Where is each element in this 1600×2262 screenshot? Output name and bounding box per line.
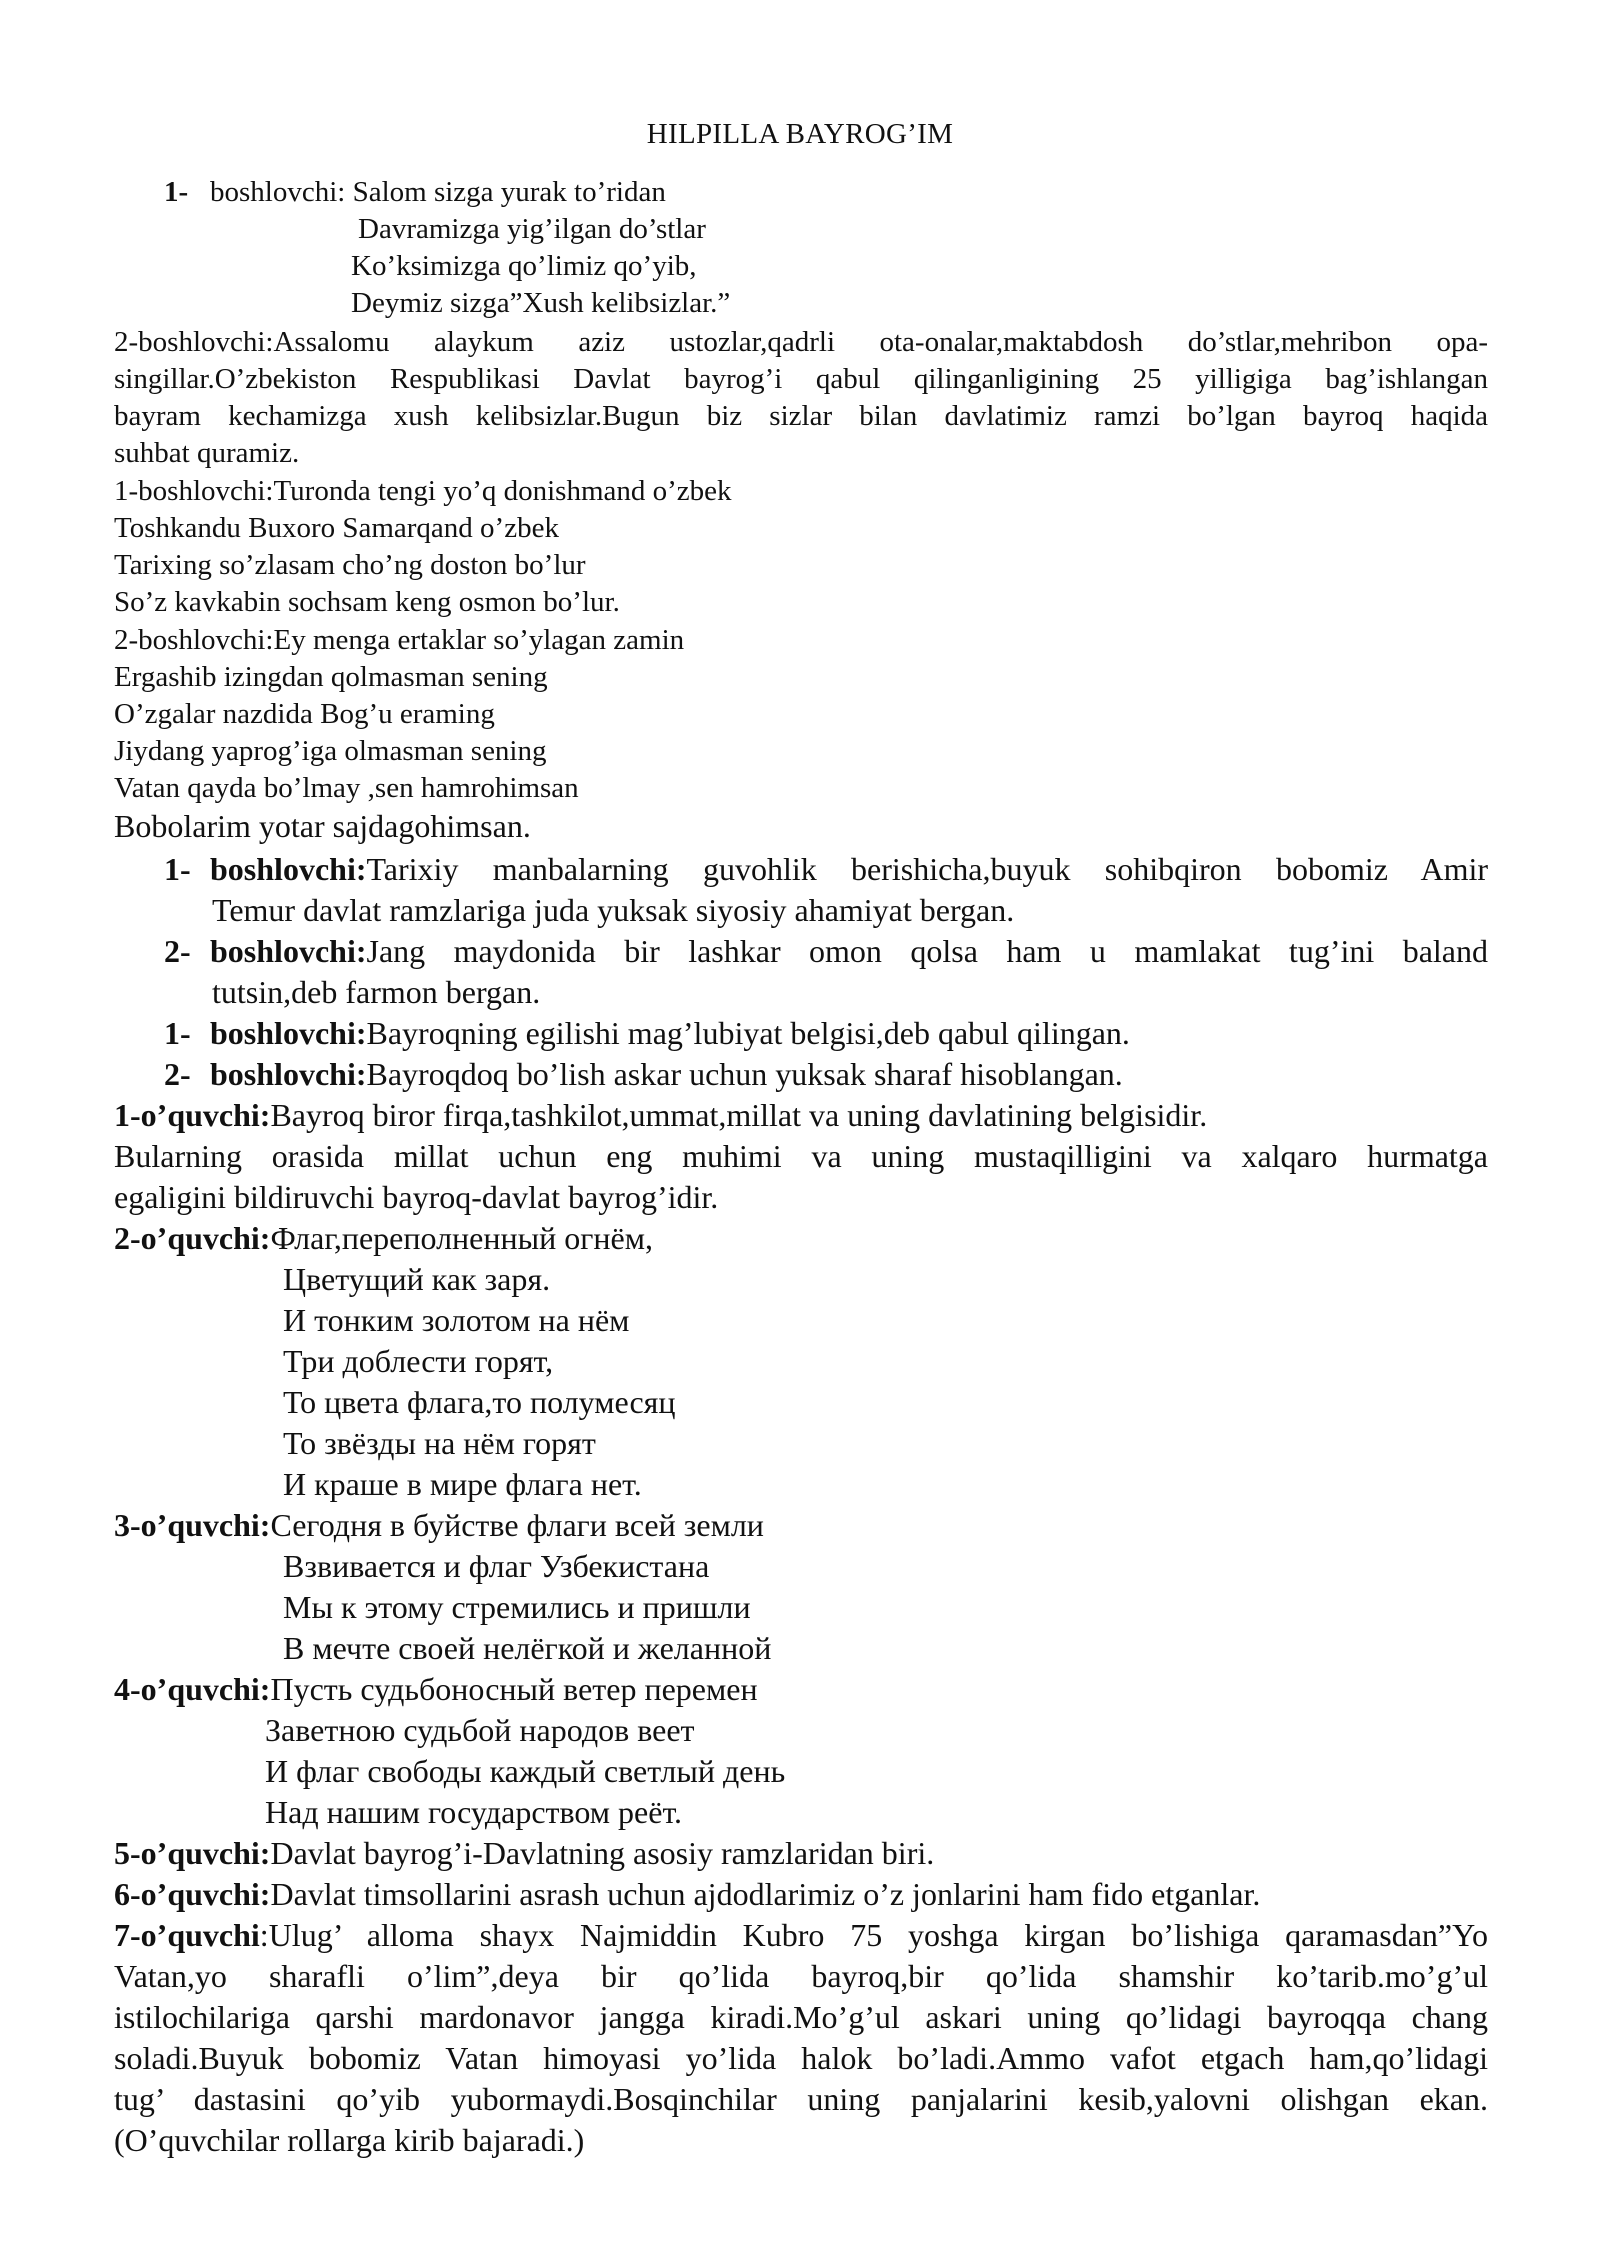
para2-line-4: suhbat quramiz. (114, 437, 300, 469)
reader5-line: 5-o’quvchi:Davlat bayrog’i-Davlatning asosiy ramzlaridan biri. (114, 1835, 935, 1871)
reader1-line-2: Bularning orasida millat uchun eng muhimi va uning mustaqilligini va xalqaro hurmatga (114, 1138, 1488, 1174)
para2-line-3: bayram kechamizga xush kelibsizlar.Bugun biz sizlar bilan davlatimiz ramzi bo’lgan bayroq haqida (114, 400, 1488, 432)
list-item-1-cont: Temur davlat ramzlariga juda yuksak siyosiy ahamiyat bergan. (212, 892, 1015, 928)
poem1-line-3: Tarixing so’zlasam cho’ng doston bo’lur (114, 549, 586, 581)
list-item-2-cont: tutsin,deb farmon bergan. (212, 974, 541, 1010)
list-item-2: 2- boshlovchi:Jang maydonida bir lashkar omon qolsa ham u mamlakat tug’ini baland (164, 933, 1488, 969)
para2-line-1: 2-boshlovchi:Assalomu alaykum aziz ustozlar,qadrli ota-onalar,maktabdosh do’stlar,mehribon opa- (114, 326, 1488, 358)
poem2-line-6: Bobolarim yotar sajdagohimsan. (114, 808, 531, 844)
intro-line-1: 1- boshlovchi: Salom sizga yurak to’ridan (164, 174, 1488, 211)
poem2-line-2: Ergashib izingdan qolmasman sening (114, 661, 548, 693)
intro-line-3: Ko’ksimizga qo’limiz qo’yib, (351, 250, 697, 282)
reader4-line-4: Над нашим государством реёт. (265, 1794, 683, 1830)
reader7-line-2: Vatan,yo sharafli o’lim”,deya bir qo’lida bayroq,bir qo’lida shamshir ko’tarib.mo’g’ul (114, 1958, 1488, 1994)
reader7-line-6: (O’quvchilar rollarga kirib bajaradi.) (114, 2122, 585, 2158)
reader3-line-1: 3-o’quvchi:Сегодня в буйстве флаги всей земли (114, 1507, 764, 1543)
reader4-line-3: И флаг свободы каждый светлый день (265, 1753, 786, 1789)
poem1-line-2: Toshkandu Buxoro Samarqand o’zbek (114, 512, 559, 544)
reader3-line-4: В мечте своей нелёгкой и желанной (283, 1630, 772, 1666)
reader7-line-4: soladi.Buyuk bobomiz Vatan himoyasi yo’lida halok bo’ladi.Ammo vafot etgach ham,qo’lidagi (114, 2040, 1488, 2076)
poem2-line-1: 2-boshlovchi:Ey menga ertaklar so’ylagan zamin (114, 624, 685, 656)
para2-line-2: singillar.O’zbekiston Respublikasi Davlat bayrog’i qabul qilinganligining 25 yilligiga bag’ishlangan (114, 363, 1488, 395)
poem1-line-4: So’z kavkabin sochsam keng osmon bo’lur. (114, 586, 620, 618)
reader2-line-1: 2-o’quvchi:Флаг,переполненный огнём, (114, 1220, 653, 1256)
list-item-4: 2- boshlovchi:Bayroqdoq bo’lish askar uchun yuksak sharaf hisoblangan. (164, 1056, 1123, 1092)
poem1-line-1: 1-boshlovchi:Turonda tengi yo’q donishmand o’zbek (114, 475, 732, 507)
reader7-line-1: 7-o’quvchi:Ulug’ alloma shayx Najmiddin Kubro 75 yoshga kirgan bo’lishiga qaramasdan”Yo (114, 1917, 1488, 1953)
reader7-line-3: istilochilariga qarshi mardonavor jangga kiradi.Mo’g’ul askari uning qo’lidagi bayroqqa chang (114, 1999, 1488, 2035)
poem2-line-4: Jiydang yaprog’iga olmasman sening (114, 735, 547, 767)
reader2-line-6: То звёзды на нём горят (283, 1425, 596, 1461)
reader2-line-4: Три доблести горят, (283, 1343, 554, 1379)
intro-line-4: Deymiz sizga”Xush kelibsizlar.” (351, 287, 731, 319)
poem2-line-3: O’zgalar nazdida Bog’u eraming (114, 698, 495, 730)
reader6-line: 6-o’quvchi:Davlat timsollarini asrash uchun ajdodlarimiz o’z jonlarini ham fido etganlar. (114, 1876, 1261, 1912)
reader2-line-3: И тонким золотом на нём (283, 1302, 630, 1338)
reader2-line-5: То цвета флага,то полумесяц (283, 1384, 676, 1420)
poem2-line-5: Vatan qayda bo’lmay ,sen hamrohimsan (114, 772, 579, 804)
reader7-line-5: tug’ dastasini qo’yib yubormaydi.Bosqinchilar uning panjalarini kesib,yalovni olishgan ekan. (114, 2081, 1488, 2117)
reader4-line-1: 4-o’quvchi:Пусть судьбоносный ветер перемен (114, 1671, 758, 1707)
reader3-line-2: Взвивается и флаг Узбекистана (283, 1548, 710, 1584)
list-item-1: 1- boshlovchi:Tarixiy manbalarning guvohlik berishicha,buyuk sohibqiron bobomiz Amir (164, 851, 1488, 887)
reader3-line-3: Мы к этому стремились и пришли (283, 1589, 751, 1625)
page-title: HILPILLA BAYROG’IM (646, 118, 954, 150)
reader1-line-3: egaligini bildiruvchi bayroq-davlat bayrog’idir. (114, 1179, 719, 1215)
reader2-line-7: И краше в мире флага нет. (283, 1466, 642, 1502)
list-item-3: 1- boshlovchi:Bayroqning egilishi mag’lubiyat belgisi,deb qabul qilingan. (164, 1015, 1130, 1051)
reader2-line-2: Цветущий как заря. (283, 1261, 551, 1297)
reader4-line-2: Заветною судьбой народов веет (265, 1712, 695, 1748)
intro-number: 1- (164, 176, 189, 208)
intro-line-2: Davramizga yig’ilgan do’stlar (358, 213, 706, 245)
reader1-line-1: 1-o’quvchi:Bayroq biror firqa,tashkilot,ummat,millat va uning davlatining belgisidir. (114, 1097, 1208, 1133)
